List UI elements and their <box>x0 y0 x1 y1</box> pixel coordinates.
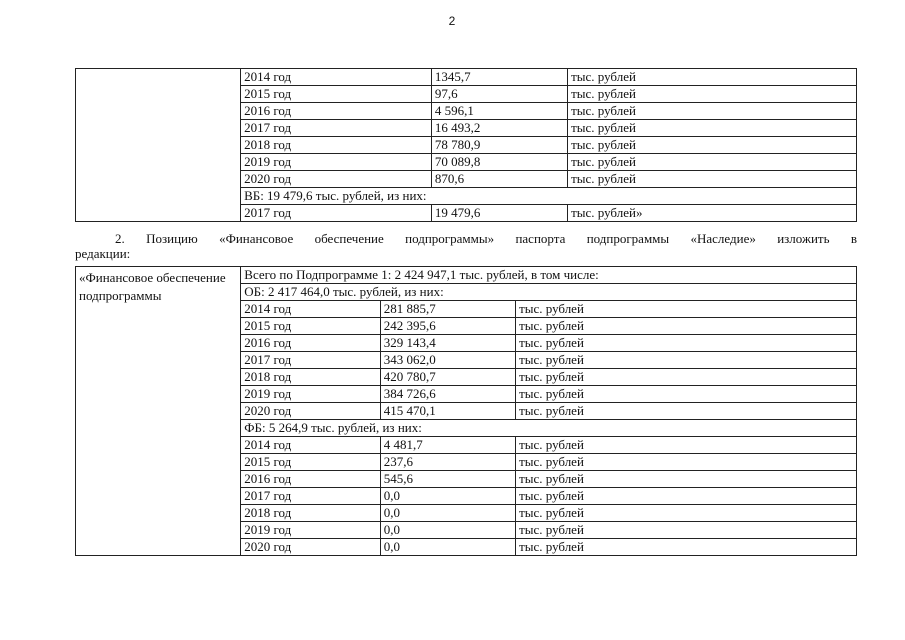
unit-cell: тыс. рублей <box>568 69 857 86</box>
amount-cell: 281 885,7 <box>380 301 515 318</box>
label-cell <box>76 69 241 222</box>
year-cell: 2020 год <box>241 171 432 188</box>
ob-header: ОБ: 2 417 464,0 тыс. рублей, из них: <box>241 284 857 301</box>
amount-cell: 384 726,6 <box>380 386 515 403</box>
amount-cell: 4 481,7 <box>380 437 515 454</box>
unit-cell: тыс. рублей <box>516 301 857 318</box>
amount-cell: 242 395,6 <box>380 318 515 335</box>
unit-cell: тыс. рублей <box>568 137 857 154</box>
amount-cell: 0,0 <box>380 505 515 522</box>
year-cell: 2016 год <box>241 335 380 352</box>
year-cell: 2017 год <box>241 120 432 137</box>
paragraph-line-1: 2. Позицию «Финансовое обеспечение подпрограммы» паспорта подпрограммы «Наследие» изложить в <box>115 231 857 246</box>
unit-cell: тыс. рублей <box>516 454 857 471</box>
funding-label: «Финансовое обеспечение подпрограммы <box>76 267 241 556</box>
unit-cell: тыс. рублей <box>568 86 857 103</box>
unit-cell: тыс. рублей <box>516 335 857 352</box>
amount-cell: 343 062,0 <box>380 352 515 369</box>
year-cell: 2014 год <box>241 69 432 86</box>
year-cell: 2019 год <box>241 386 380 403</box>
year-cell: 2018 год <box>241 505 380 522</box>
amount-cell: 545,6 <box>380 471 515 488</box>
year-cell: 2018 год <box>241 137 432 154</box>
amount-cell: 19 479,6 <box>431 205 567 222</box>
unit-cell: тыс. рублей <box>516 471 857 488</box>
amount-cell: 415 470,1 <box>380 403 515 420</box>
unit-cell: тыс. рублей <box>516 539 857 556</box>
unit-cell: тыс. рублей <box>516 369 857 386</box>
amount-cell: 237,6 <box>380 454 515 471</box>
amount-cell: 70 089,8 <box>431 154 567 171</box>
fb-header: ФБ: 5 264,9 тыс. рублей, из них: <box>241 420 857 437</box>
unit-cell: тыс. рублей <box>516 386 857 403</box>
amount-cell: 329 143,4 <box>380 335 515 352</box>
year-cell: 2017 год <box>241 205 432 222</box>
unit-cell: тыс. рублей <box>516 505 857 522</box>
unit-cell: тыс. рублей <box>568 120 857 137</box>
year-cell: 2019 год <box>241 154 432 171</box>
amount-cell: 0,0 <box>380 539 515 556</box>
funding-table-continued <box>75 68 857 222</box>
amount-cell: 420 780,7 <box>380 369 515 386</box>
amount-cell: 1345,7 <box>431 69 567 86</box>
year-cell: 2015 год <box>241 454 380 471</box>
unit-cell: тыс. рублей <box>516 488 857 505</box>
unit-cell: тыс. рублей <box>516 437 857 454</box>
year-cell: 2018 год <box>241 369 380 386</box>
unit-cell: тыс. рублей <box>516 522 857 539</box>
year-cell: 2020 год <box>241 539 380 556</box>
amount-cell: 870,6 <box>431 171 567 188</box>
unit-cell: тыс. рублей» <box>568 205 857 222</box>
year-cell: 2015 год <box>241 318 380 335</box>
total-row <box>76 267 857 284</box>
year-cell: 2014 год <box>241 437 380 454</box>
year-cell: 2017 год <box>241 352 380 369</box>
amount-cell: 97,6 <box>431 86 567 103</box>
unit-cell: тыс. рублей <box>568 171 857 188</box>
year-cell: 2020 год <box>241 403 380 420</box>
amount-cell: 4 596,1 <box>431 103 567 120</box>
unit-cell: тыс. рублей <box>516 352 857 369</box>
page-number: 2 <box>448 14 456 28</box>
total-summary: Всего по Подпрограмме 1: 2 424 947,1 тыс. рублей, в том числе: <box>241 267 857 284</box>
amount-cell: 0,0 <box>380 488 515 505</box>
unit-cell: тыс. рублей <box>516 318 857 335</box>
paragraph-line-2: редакции: <box>75 246 131 261</box>
subprogram-funding-table <box>75 266 857 556</box>
unit-cell: тыс. рублей <box>568 154 857 171</box>
year-cell: 2017 год <box>241 488 380 505</box>
vb-header: ВБ: 19 479,6 тыс. рублей, из них: <box>241 188 857 205</box>
amendment-paragraph <box>75 231 857 261</box>
amount-cell: 78 780,9 <box>431 137 567 154</box>
amount-cell: 16 493,2 <box>431 120 567 137</box>
year-cell: 2016 год <box>241 471 380 488</box>
amount-cell: 0,0 <box>380 522 515 539</box>
year-cell: 2014 год <box>241 301 380 318</box>
year-cell: 2016 год <box>241 103 432 120</box>
year-cell: 2019 год <box>241 522 380 539</box>
year-cell: 2015 год <box>241 86 432 103</box>
unit-cell: тыс. рублей <box>568 103 857 120</box>
unit-cell: тыс. рублей <box>516 403 857 420</box>
table-row <box>76 69 857 86</box>
